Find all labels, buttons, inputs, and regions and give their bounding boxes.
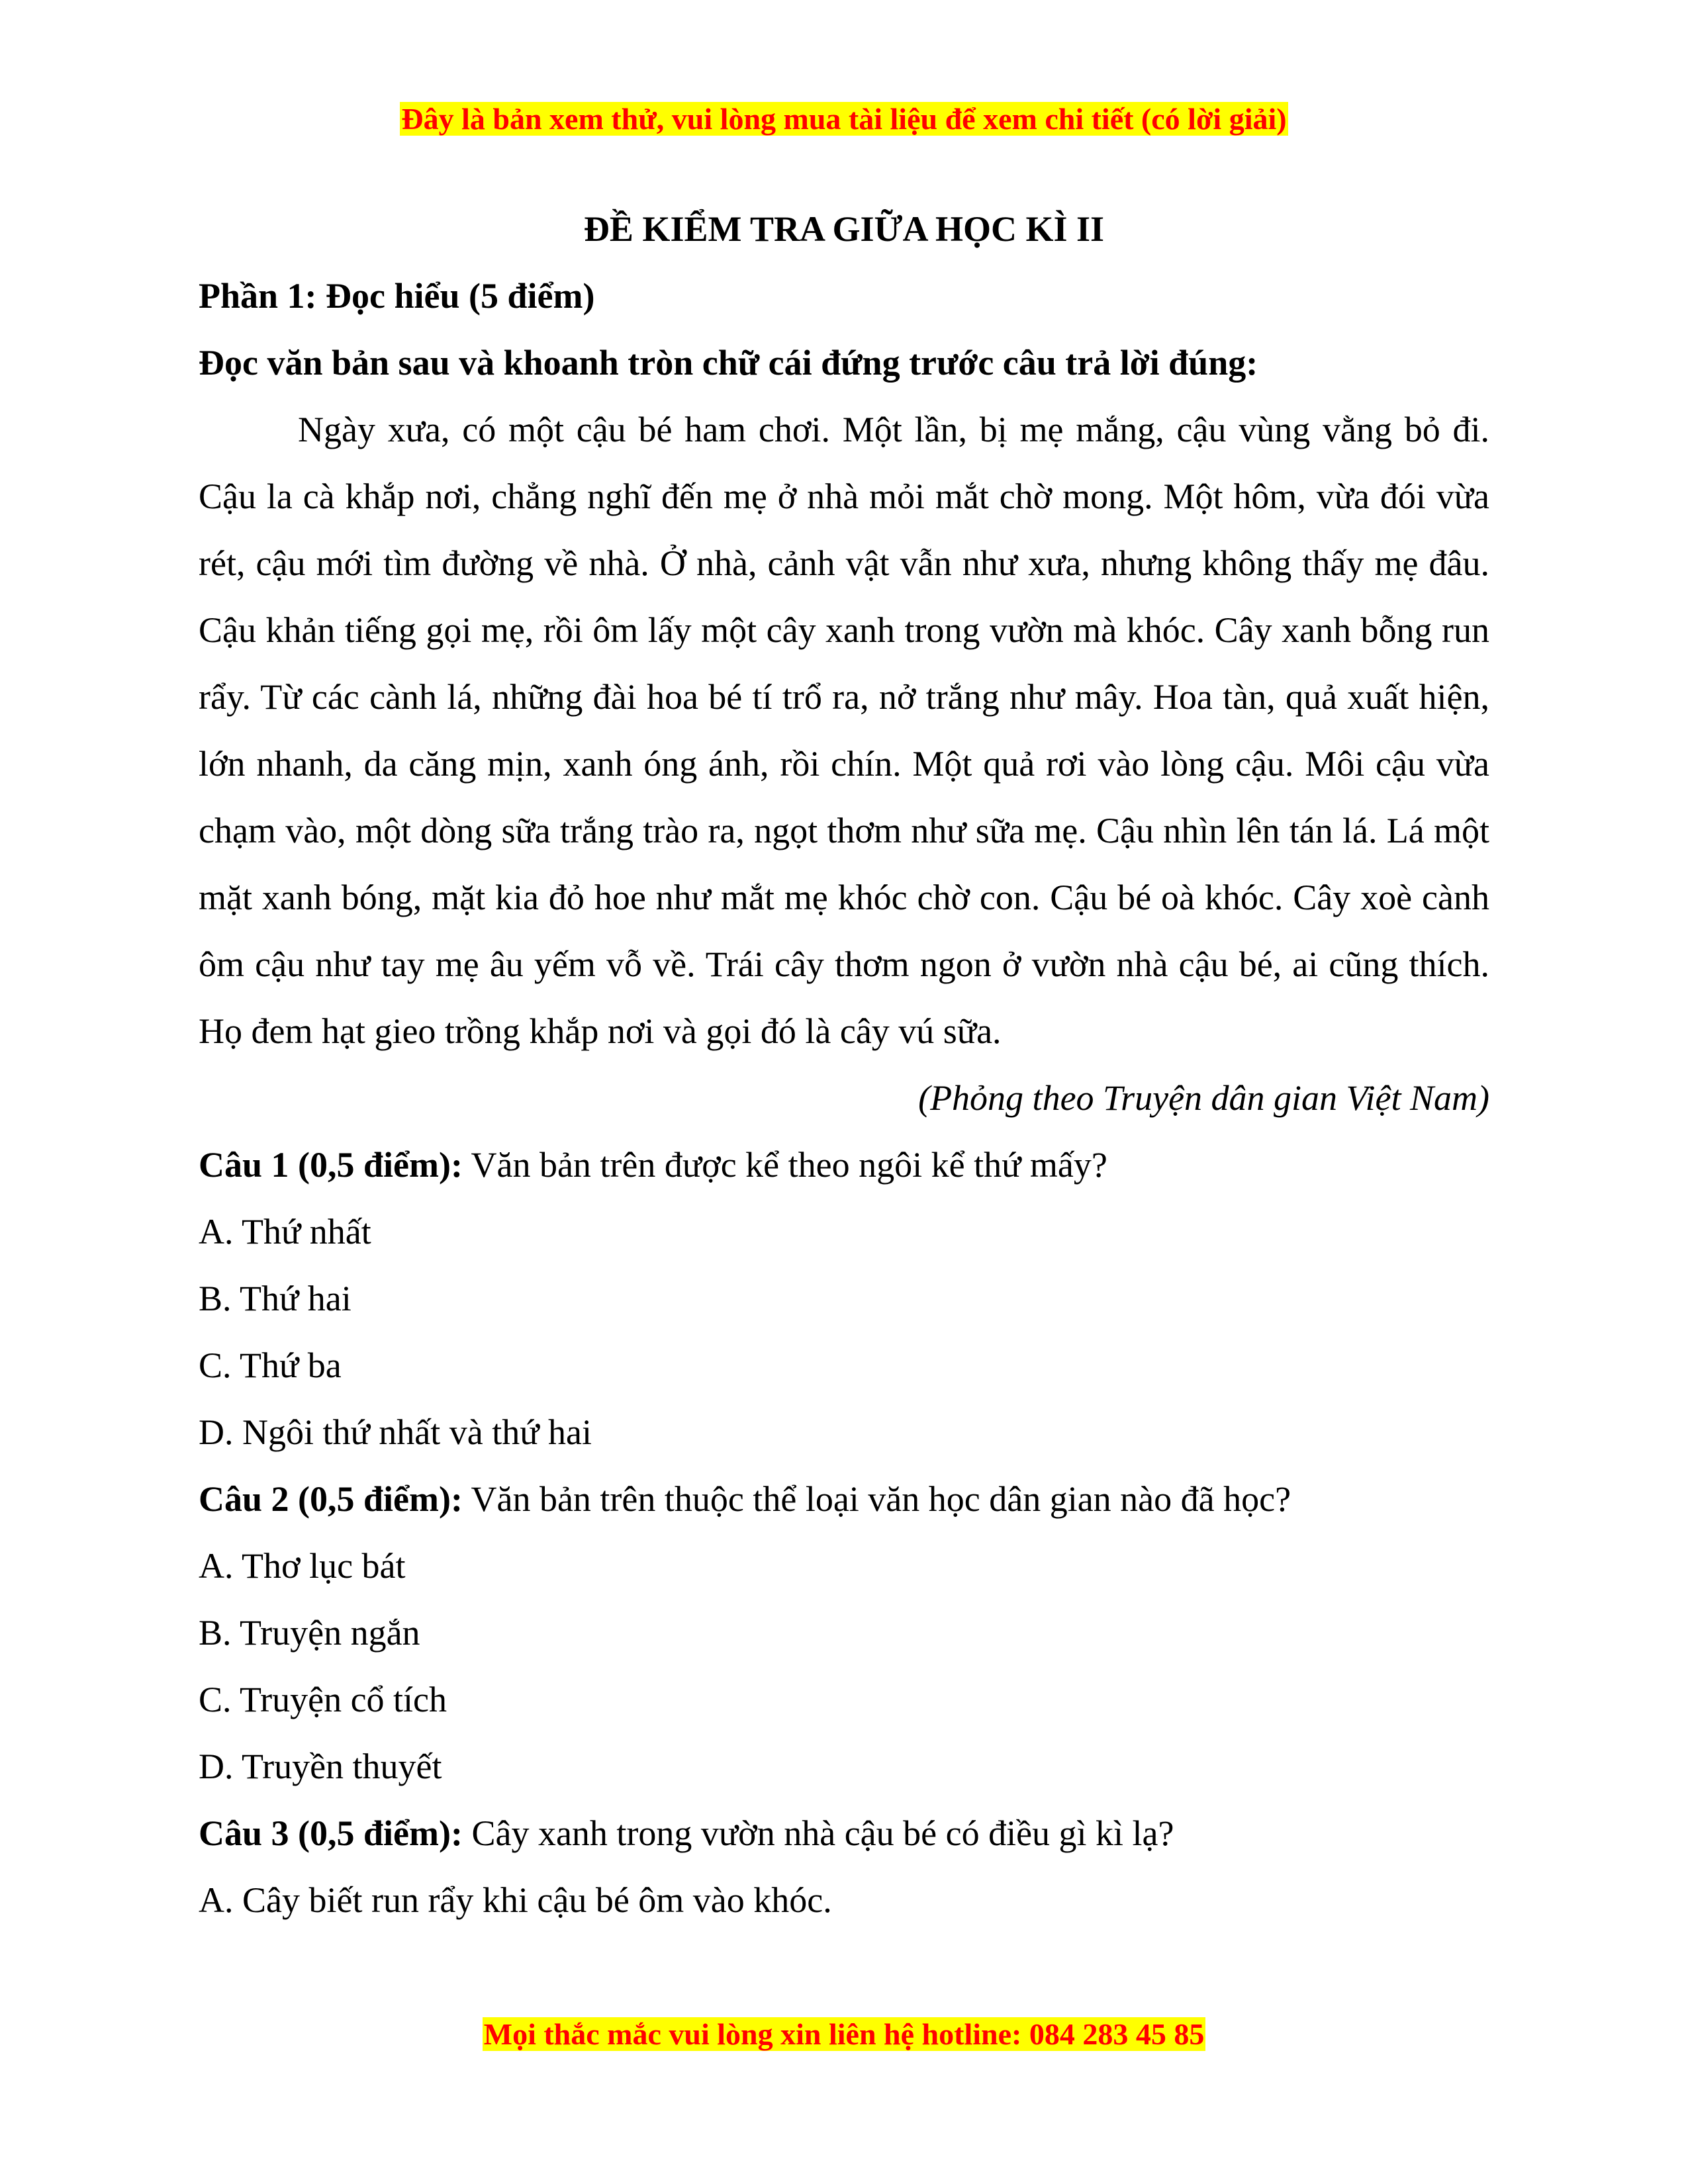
hotline-banner bbox=[0, 2015, 1688, 2054]
question-2 bbox=[199, 1466, 1489, 1533]
question-2-option-b: B. Truyện ngắn bbox=[199, 1613, 420, 1653]
question-2-option-c: C. Truyện cổ tích bbox=[199, 1680, 447, 1719]
preview-notice-text: Đây là bản xem thử, vui lòng mua tài liệu để xem chi tiết (có lời giải) bbox=[401, 102, 1287, 136]
question-2-option-d: D. Truyền thuyết bbox=[199, 1747, 442, 1786]
question-1-option-d: D. Ngôi thứ nhất và thứ hai bbox=[199, 1412, 592, 1452]
question-1-option-a: A. Thứ nhất bbox=[199, 1212, 371, 1251]
question-2-option-a: A. Thơ lục bát bbox=[199, 1546, 406, 1586]
passage-source: (Phỏng theo Truyện dân gian Việt Nam) bbox=[918, 1078, 1489, 1118]
question-3-option-a: A. Cây biết run rẩy khi cậu bé ôm vào khóc. bbox=[199, 1880, 832, 1920]
hotline-text: Mọi thắc mắc vui lòng xin liên hệ hotline: 084 283 45 85 bbox=[483, 2017, 1205, 2051]
question-3-text: Cây xanh trong vườn nhà cậu bé có điều gì kì lạ? bbox=[462, 1813, 1174, 1853]
question-2-label: Câu 2 (0,5 điểm): bbox=[199, 1479, 463, 1519]
reading-passage: Ngày xưa, có một cậu bé ham chơi. Một lần, bị mẹ mắng, cậu vùng vằng bỏ đi. Cậu la cà khắp nơi, chẳng nghĩ đến mẹ ở nhà mỏi mắt chờ mong. Một hôm, vừa đói vừa rét, cậu mới tìm đường về nhà. Ở nhà, cảnh vật vẫn như xưa, nhưng không thấy mẹ đâu. Cậu khản tiếng gọi mẹ, rồi ôm lấy một cây xanh trong vườn mà khóc. Cây xanh bỗng run rẩy. Từ các cành lá, những đài hoa bé tí trổ ra, nở trắng như mây. Hoa tàn, quả xuất hiện, lớn nhanh, da căng mịn, xanh óng ánh, rồi chín. Một quả rơi vào lòng cậu. Môi cậu vừa chạm vào, một dòng sữa trắng trào ra, ngọt thơm như sữa mẹ. Cậu nhìn lên tán lá. Lá một mặt xanh bóng, mặt kia đỏ hoe như mắt mẹ khóc chờ con. Cậu bé oà khóc. Cây xoè cành ôm cậu như tay mẹ âu yếm vỗ về. Trái cây thơm ngon ở vườn nhà cậu bé, ai cũng thích. Họ đem hạt gieo trồng khắp nơi và gọi đó là cây vú sữa. bbox=[199, 410, 1489, 1051]
question-1-option-c: C. Thứ ba bbox=[199, 1345, 342, 1385]
question-3-label: Câu 3 (0,5 điểm): bbox=[199, 1813, 463, 1853]
question-1-label: Câu 1 (0,5 điểm): bbox=[199, 1145, 463, 1185]
question-1-option-b: B. Thứ hai bbox=[199, 1279, 352, 1318]
exam-title: ĐỀ KIỂM TRA GIỮA HỌC KÌ II bbox=[583, 209, 1105, 249]
question-3 bbox=[199, 1800, 1489, 1867]
question-1-text: Văn bản trên được kể theo ngôi kể thứ mấy? bbox=[462, 1145, 1107, 1185]
reading-instruction: Đọc văn bản sau và khoanh tròn chữ cái đứng trước câu trả lời đúng: bbox=[199, 343, 1258, 383]
question-2-text: Văn bản trên thuộc thể loại văn học dân gian nào đã học? bbox=[462, 1479, 1291, 1519]
document-body bbox=[199, 196, 1489, 1934]
part1-heading: Phần 1: Đọc hiểu (5 điểm) bbox=[199, 276, 595, 316]
preview-notice-banner bbox=[0, 99, 1688, 139]
question-1 bbox=[199, 1132, 1489, 1199]
